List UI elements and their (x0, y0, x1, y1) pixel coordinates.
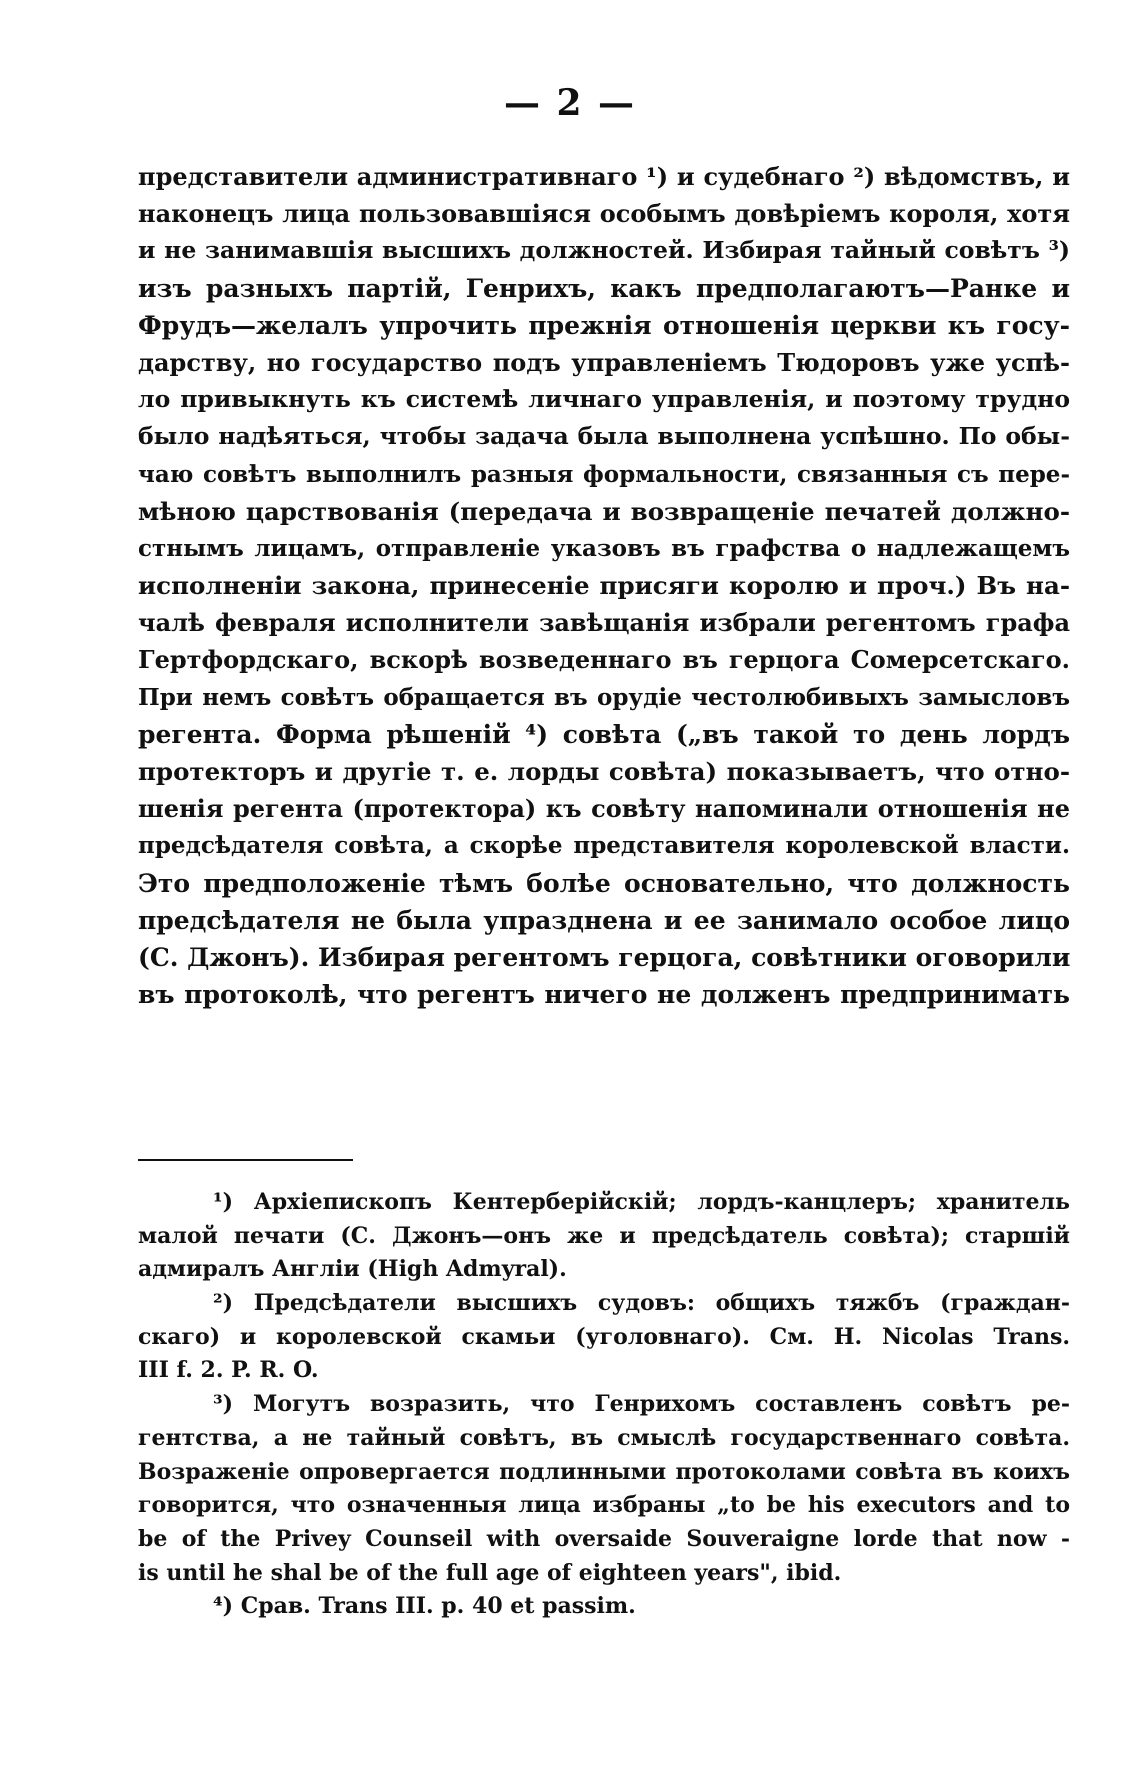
body-line: въ протоколѣ, что регентъ ничего не долженъ предпринимать (138, 980, 1070, 1010)
footnote-line: скаго) и королевской скамьи (уголовнаго). См. H. Nicolas Trans. (138, 1323, 1070, 1350)
footnote-4 (138, 1590, 1070, 1624)
body-line: чаю совѣтъ выполнилъ разныя формальности, связанныя съ пере- (138, 460, 1070, 488)
body-line: ло привыкнуть къ системѣ личнаго управленія, и поэтому трудно (138, 385, 1070, 414)
footnote-line: малой печати (С. Джонъ—онъ же и предсѣдатель совѣта); старшій (138, 1222, 1070, 1249)
footnote-separator (138, 1159, 353, 1161)
body-line: При немъ совѣтъ обращается въ орудіе честолюбивыхъ замысловъ (138, 683, 1070, 711)
body-line: было надѣяться, чтобы задача была выполнена успѣшно. По обы- (138, 422, 1070, 451)
footnote-line: ²) Предсѣдатели высшихъ судовъ: общихъ тяжбъ (граждан- (213, 1290, 1070, 1317)
footnote-line: is until he shal be of the full age of eighteen years", ibid. (138, 1559, 842, 1586)
footnote-1 (138, 1186, 1070, 1287)
body-line: Это предположеніе тѣмъ болѣе основательно, что должность (138, 868, 1070, 898)
body-line: чалѣ февраля исполнители завѣщанія избрали регентомъ графа (138, 608, 1070, 638)
footnote-line: гентства, а не тайный совѣтъ, въ смыслѣ государственнаго совѣта. (138, 1424, 1070, 1451)
body-line: Гертфордскаго, вскорѣ возведеннаго въ герцога Сомерсетскаго. (138, 645, 1070, 675)
body-line: представители административнаго ¹) и судебнаго ²) вѣдомствъ, и (138, 162, 1070, 191)
body-line: протекторъ и другіе т. е. лорды совѣта) показываетъ, что отно- (138, 757, 1070, 786)
body-line: мѣною царствованія (передача и возвращеніе печатей должно- (138, 496, 1070, 526)
body-line: исполненіи закона, принесеніе присяги королю и проч.) Въ на- (138, 571, 1070, 601)
footnotes (138, 1186, 1070, 1624)
footnote-line: Возраженіе опровергается подлинными протоколами совѣта въ коихъ (138, 1458, 1070, 1485)
footnote-line: ¹) Архіепископъ Кентерберійскій; лордъ-канцлеръ; хранитель (213, 1189, 1070, 1215)
footnote-line: ³) Могутъ возразить, что Генрихомъ составленъ совѣтъ ре- (213, 1391, 1070, 1418)
body-line: регента. Форма рѣшеній ⁴) совѣта („въ такой то день лордъ (138, 719, 1070, 749)
footnote-line: be of the Privey Counseil with oversaide Souveraigne lorde that now - (138, 1525, 1070, 1552)
body-line: стнымъ лицамъ, отправленіе указовъ въ графства о надлежащемъ (138, 534, 1070, 562)
body-line: Фрудъ—желалъ упрочить прежнія отношенія церкви къ госу- (138, 310, 1070, 340)
body-line: шенія регента (протектора) къ совѣту напоминали отношенія не (138, 794, 1070, 824)
footnote-2 (138, 1287, 1070, 1388)
footnote-3 (138, 1388, 1070, 1590)
body-line: предсѣдателя не была упразднена и ее занимало особое лицо (138, 905, 1070, 935)
footnote-line: говорится, что означенныя лица избраны „to be his executors and to (138, 1492, 1070, 1519)
body-line: наконецъ лица пользовавшіяся особымъ довѣріемъ короля, хотя (138, 199, 1070, 229)
footnote-line: ⁴) Срав. Trans III. p. 40 et passim. (213, 1593, 636, 1620)
body-text (138, 158, 1070, 1013)
footnote-line: III f. 2. P. R. O. (138, 1357, 319, 1384)
body-line: дарству, но государство подъ управленіемъ Тюдоровъ уже успѣ- (138, 347, 1070, 377)
body-line: (С. Джонъ). Избирая регентомъ герцога, совѣтники оговорили (138, 942, 1070, 972)
footnote-line: адмиралъ Англіи (High Admyral). (138, 1256, 567, 1283)
body-line: и не занимавшія высшихъ должностей. Избирая тайный совѣтъ ³) (138, 236, 1070, 265)
page-number: — 2 — (503, 82, 637, 124)
body-line: предсѣдателя совѣта, а скорѣе представителя королевской власти. (138, 832, 1070, 860)
body-line: изъ разныхъ партій, Генрихъ, какъ предполагаютъ—Ранке и (138, 273, 1070, 303)
